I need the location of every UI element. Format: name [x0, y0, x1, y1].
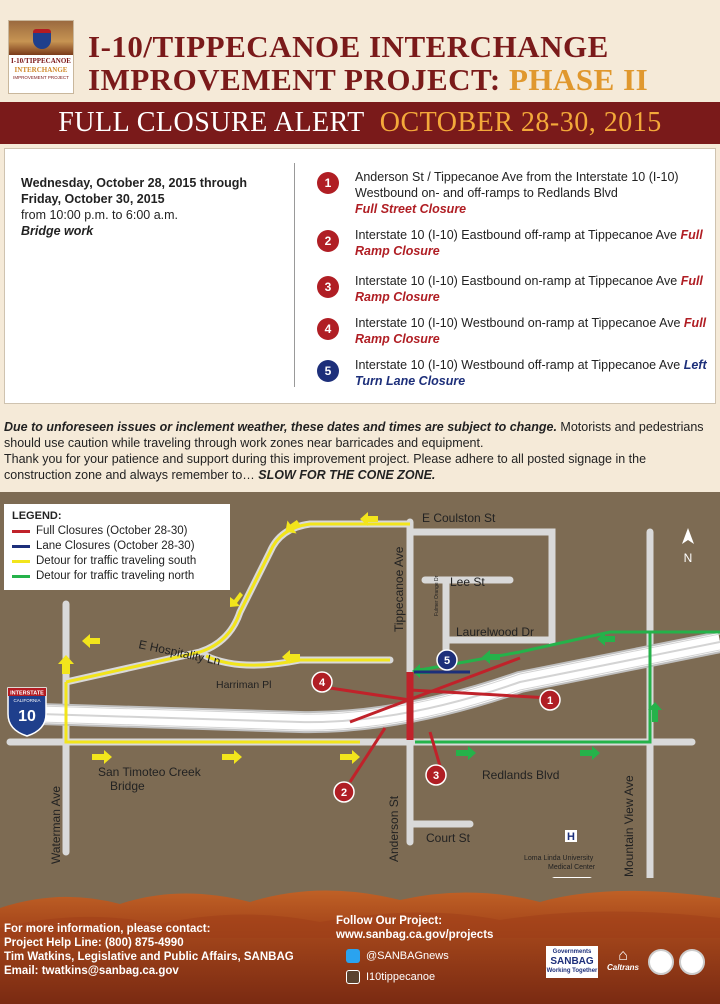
- caltrans-logo: ⌂ Caltrans: [606, 947, 639, 972]
- legend-full: Full Closures (October 28-30): [36, 525, 188, 537]
- notice-text2: Thank you for your patience and support during this improvement project. Please adhere to all posted signage in the construction zone and always remember to…: [4, 452, 647, 482]
- closure-number: 1: [317, 172, 339, 194]
- footer: [0, 878, 720, 1004]
- title-line2: [88, 63, 648, 96]
- banner-dates: OCTOBER 28-30, 2015: [379, 107, 662, 138]
- notice-emphasis: Due to unforeseen issues or inclement weather, these dates and times are subject to change.: [4, 420, 557, 434]
- label-coulston: E Coulston St: [422, 511, 496, 525]
- label-court: Court St: [426, 831, 471, 845]
- logo-image: [9, 21, 73, 55]
- closure-text: Interstate 10 (I-10) Westbound off-ramp at Tippecanoe Ave: [355, 358, 681, 372]
- map-marker-5: [437, 650, 457, 670]
- i10-shield-icon: [33, 29, 51, 49]
- closure-type: Full Ramp Closure: [355, 316, 707, 346]
- closure-item: [317, 315, 707, 347]
- legend-row: [12, 554, 222, 569]
- legend-north: Detour for traffic traveling north: [36, 570, 195, 582]
- map-marker-2: [334, 782, 354, 802]
- label-small-street: Fulmer Orange Dr: [434, 575, 440, 616]
- twitter-icon: [346, 949, 360, 963]
- detour-arrow: [222, 750, 242, 764]
- project-logo: [8, 20, 74, 94]
- follow-block: [336, 914, 493, 942]
- legend-swatch-red: [12, 530, 30, 533]
- marker-label: 1: [546, 695, 554, 707]
- city-seal-icon: [648, 949, 674, 975]
- closure-map: [0, 492, 720, 912]
- legend-swatch-yellow: [12, 560, 30, 563]
- title-phase: PHASE II: [508, 62, 649, 97]
- shield-interstate: INTERSTATE: [10, 690, 44, 697]
- twitter-handle: @SANBAGnews: [366, 950, 449, 962]
- map-marker-3: [426, 765, 446, 785]
- notice-text1: Motorists and pedestrians should use caution while traveling through work zones near barricades and equipment.: [4, 420, 704, 450]
- closure-text: Interstate 10 (I-10) Eastbound on-ramp at Tippecanoe Ave: [355, 274, 678, 288]
- schedule: [21, 175, 286, 239]
- detour-arrow: [58, 655, 74, 674]
- closure-banner: [0, 102, 720, 144]
- closure-line: [430, 732, 440, 766]
- page-title: [88, 30, 648, 96]
- legend-title: LEGEND:: [12, 510, 62, 522]
- marker-label: 4: [318, 677, 326, 689]
- hospital-symbol: H: [567, 831, 575, 843]
- legend-swatch-blue: [12, 545, 30, 548]
- marker-label: 2: [340, 787, 348, 799]
- closure-type: Full Street Closure: [355, 202, 467, 216]
- contact-heading: For more information, please contact:: [4, 923, 211, 935]
- detour-arrow: [482, 650, 500, 664]
- legend-row: [12, 569, 222, 584]
- divider: [294, 163, 295, 387]
- detour-arrow: [82, 634, 100, 648]
- contact-email[interactable]: Email: twatkins@sanbag.ca.gov: [4, 965, 179, 977]
- logo-line3: IMPROVEMENT PROJECT: [13, 75, 69, 80]
- legend-south: Detour for traffic traveling south: [36, 555, 197, 567]
- label-lee: Lee St: [450, 575, 485, 589]
- legend-row: [12, 524, 222, 539]
- sanbag-mid: SANBAG: [550, 956, 594, 967]
- closure-item: [317, 357, 707, 389]
- sanbag-logo: [546, 946, 598, 978]
- closure-item: [317, 169, 707, 217]
- detour-arrow: [580, 746, 600, 760]
- shield-state: CALIFORNIA: [13, 698, 41, 703]
- label-redlands: Redlands Blvd: [482, 768, 560, 782]
- logo-line2: INTERCHANGE: [14, 66, 68, 74]
- north-label: N: [683, 551, 693, 565]
- sanbag-bot: Working Together: [546, 968, 598, 974]
- county-seal-icon: [679, 949, 705, 975]
- i10-shield-icon: [8, 688, 46, 736]
- caltrans-label: Caltrans: [606, 963, 639, 972]
- closure-type: Full Ramp Closure: [355, 274, 703, 304]
- closure-text: Interstate 10 (I-10) Westbound on-ramp at Tippecanoe Ave: [355, 316, 681, 330]
- instagram-link[interactable]: [346, 970, 435, 984]
- label-anderson: Anderson St: [387, 795, 401, 862]
- banner-alert: FULL CLOSURE ALERT: [58, 107, 365, 138]
- map-marker-1: [540, 690, 560, 710]
- closure-type: Left Turn Lane Closure: [355, 358, 707, 388]
- north-arrow-icon: [682, 528, 694, 565]
- legend-row: [12, 539, 222, 554]
- closure-number: 3: [317, 276, 339, 298]
- label-tippecanoe: Tippecanoe Ave: [392, 546, 406, 632]
- notice-slogan: SLOW FOR THE CONE ZONE.: [258, 468, 436, 482]
- label-creek-2: Bridge: [110, 779, 145, 793]
- title-line2-text: IMPROVEMENT PROJECT:: [88, 62, 501, 97]
- detour-arrow: [340, 750, 360, 764]
- closure-item: [317, 273, 707, 305]
- schedule-hours: from 10:00 p.m. to 6:00 a.m.: [21, 208, 179, 222]
- label-hospital-1: Loma Linda University: [524, 855, 594, 862]
- instagram-icon: [346, 970, 360, 984]
- map-legend: [4, 504, 230, 590]
- sanbag-top: Governments: [552, 949, 592, 955]
- label-mountain: Mountain View Ave: [622, 775, 636, 877]
- marker-label: 5: [443, 655, 451, 667]
- contact-phone: Project Help Line: (800) 875-4990: [4, 937, 184, 949]
- closure-item: [317, 227, 707, 259]
- logo-line1: I-10/TIPPECANOE: [11, 57, 71, 65]
- legend-lane: Lane Closures (October 28-30): [36, 540, 195, 552]
- instagram-handle: I10tippecanoe: [366, 971, 436, 983]
- detour-arrow: [456, 746, 476, 760]
- schedule-dates: Wednesday, October 28, 2015 through Friday, October 30, 2015: [21, 176, 247, 206]
- label-hospitality: E Hospitality Ln: [137, 637, 222, 669]
- label-waterman: Waterman Ave: [49, 785, 63, 864]
- shield-route: 10: [18, 708, 36, 725]
- agency-logos: [546, 946, 705, 978]
- header: [0, 0, 720, 108]
- contact-person: Tim Watkins, Legislative and Public Affairs, SANBAG: [4, 951, 294, 963]
- schedule-work: Bridge work: [21, 224, 94, 238]
- label-harriman: Harriman Pl: [216, 679, 272, 691]
- label-creek-1: San Timoteo Creek: [98, 765, 201, 779]
- closure-number: 2: [317, 230, 339, 252]
- closure-text: Interstate 10 (I-10) Eastbound off-ramp at Tippecanoe Ave: [355, 228, 677, 242]
- title-line1: I-10/TIPPECANOE INTERCHANGE: [88, 29, 609, 64]
- contact-block: [4, 922, 294, 978]
- map-marker-4: [312, 672, 332, 692]
- follow-heading: Follow Our Project:: [336, 915, 443, 927]
- twitter-link[interactable]: [346, 949, 449, 963]
- label-laurelwood: Laurelwood Dr: [456, 625, 535, 639]
- closure-number: 4: [317, 318, 339, 340]
- detour-arrow: [92, 750, 112, 764]
- closure-info-box: [4, 148, 716, 404]
- closure-line: [330, 688, 410, 700]
- closure-text: Anderson St / Tippecanoe Ave from the Interstate 10 (I-10) Westbound on- and off-ramps to Redlands Blvd: [355, 170, 679, 200]
- legend-swatch-green: [12, 575, 30, 578]
- closure-type: Full Ramp Closure: [355, 228, 703, 258]
- closure-number: 5: [317, 360, 339, 382]
- marker-label: 3: [432, 770, 440, 782]
- follow-url[interactable]: www.sanbag.ca.gov/projects: [336, 929, 494, 941]
- notice: [4, 419, 716, 483]
- label-hospital-2: Medical Center: [548, 864, 596, 871]
